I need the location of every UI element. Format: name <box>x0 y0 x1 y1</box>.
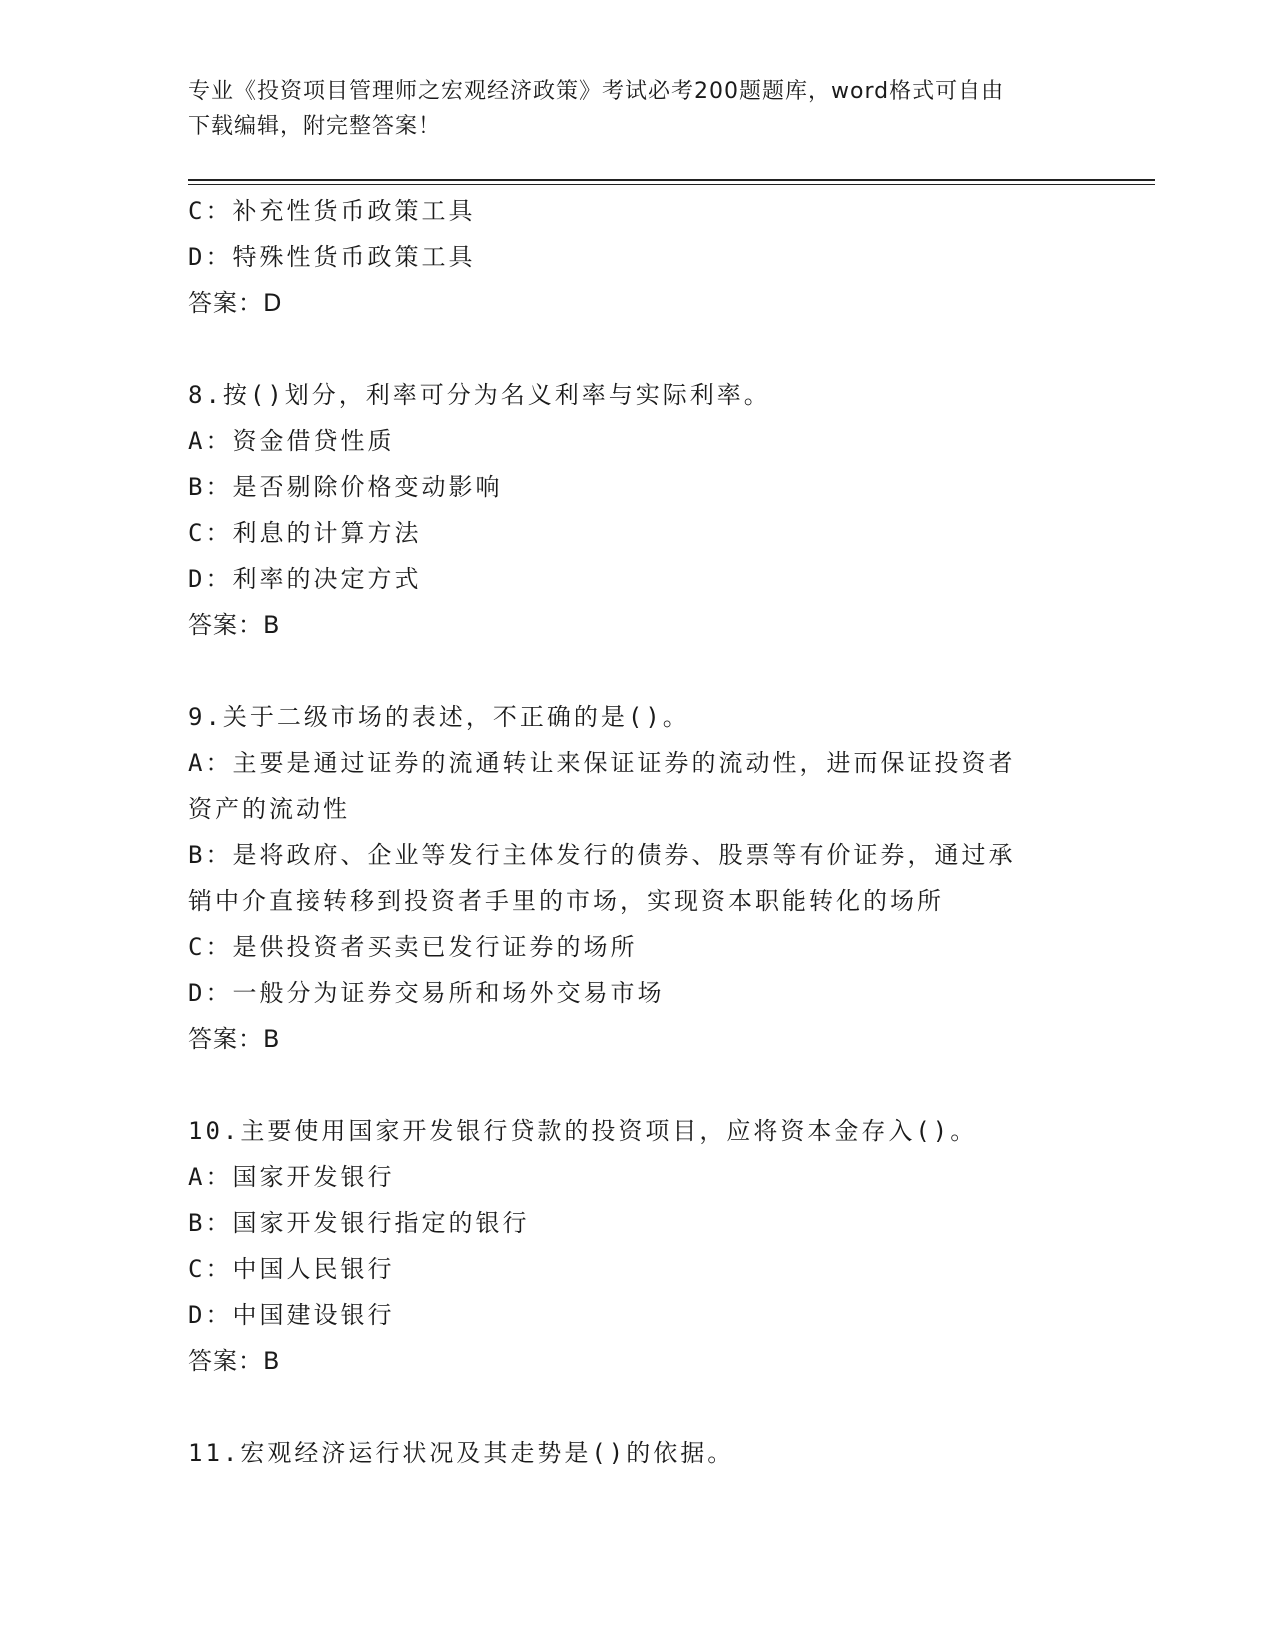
option-c: C：补充性货币政策工具 <box>188 197 476 225</box>
option-a: A：国家开发银行 <box>188 1163 395 1191</box>
option-b: B：是否剔除价格变动影响 <box>188 473 503 501</box>
question-10 <box>188 1108 1088 1384</box>
answer: 答案：B <box>188 1025 281 1053</box>
document-header <box>188 74 1088 144</box>
question-title: 11.宏观经济运行状况及其走势是()的依据。 <box>188 1439 735 1467</box>
option-c: C：是供投资者买卖已发行证券的场所 <box>188 933 638 961</box>
option-d: D：一般分为证券交易所和场外交易市场 <box>188 979 665 1007</box>
question-title: 10.主要使用国家开发银行贷款的投资项目，应将资本金存入()。 <box>188 1117 978 1145</box>
option-a-continued: 资产的流动性 <box>188 795 350 823</box>
option-d: D：利率的决定方式 <box>188 565 422 593</box>
option-b: B：国家开发银行指定的银行 <box>188 1209 530 1237</box>
answer: 答案：D <box>188 289 283 317</box>
option-c: C：利息的计算方法 <box>188 519 422 547</box>
question-title: 8.按()划分，利率可分为名义利率与实际利率。 <box>188 381 771 409</box>
option-d: D：特殊性货币政策工具 <box>188 243 476 271</box>
option-b-continued: 销中介直接转移到投资者手里的市场，实现资本职能转化的场所 <box>188 887 944 915</box>
header-line-1: 专业《投资项目管理师之宏观经济政策》考试必考200题题库，word格式可自由 <box>188 79 1005 104</box>
question-content <box>188 188 1088 1476</box>
question-7-continued <box>188 188 1088 326</box>
option-a: A：主要是通过证券的流通转让来保证证券的流动性，进而保证投资者 <box>188 749 1016 777</box>
option-d: D：中国建设银行 <box>188 1301 395 1329</box>
question-8 <box>188 372 1088 648</box>
header-rule-thick <box>188 179 1155 181</box>
question-11 <box>188 1430 1088 1476</box>
header-line-2: 下载编辑，附完整答案！ <box>188 114 442 139</box>
question-9 <box>188 694 1088 1062</box>
question-title: 9.关于二级市场的表述，不正确的是()。 <box>188 703 690 731</box>
option-a: A：资金借贷性质 <box>188 427 395 455</box>
header-rule-thin <box>188 184 1155 185</box>
option-b: B：是将政府、企业等发行主体发行的债券、股票等有价证券，通过承 <box>188 841 1016 869</box>
answer: 答案：B <box>188 611 281 639</box>
option-c: C：中国人民银行 <box>188 1255 395 1283</box>
answer: 答案：B <box>188 1347 281 1375</box>
